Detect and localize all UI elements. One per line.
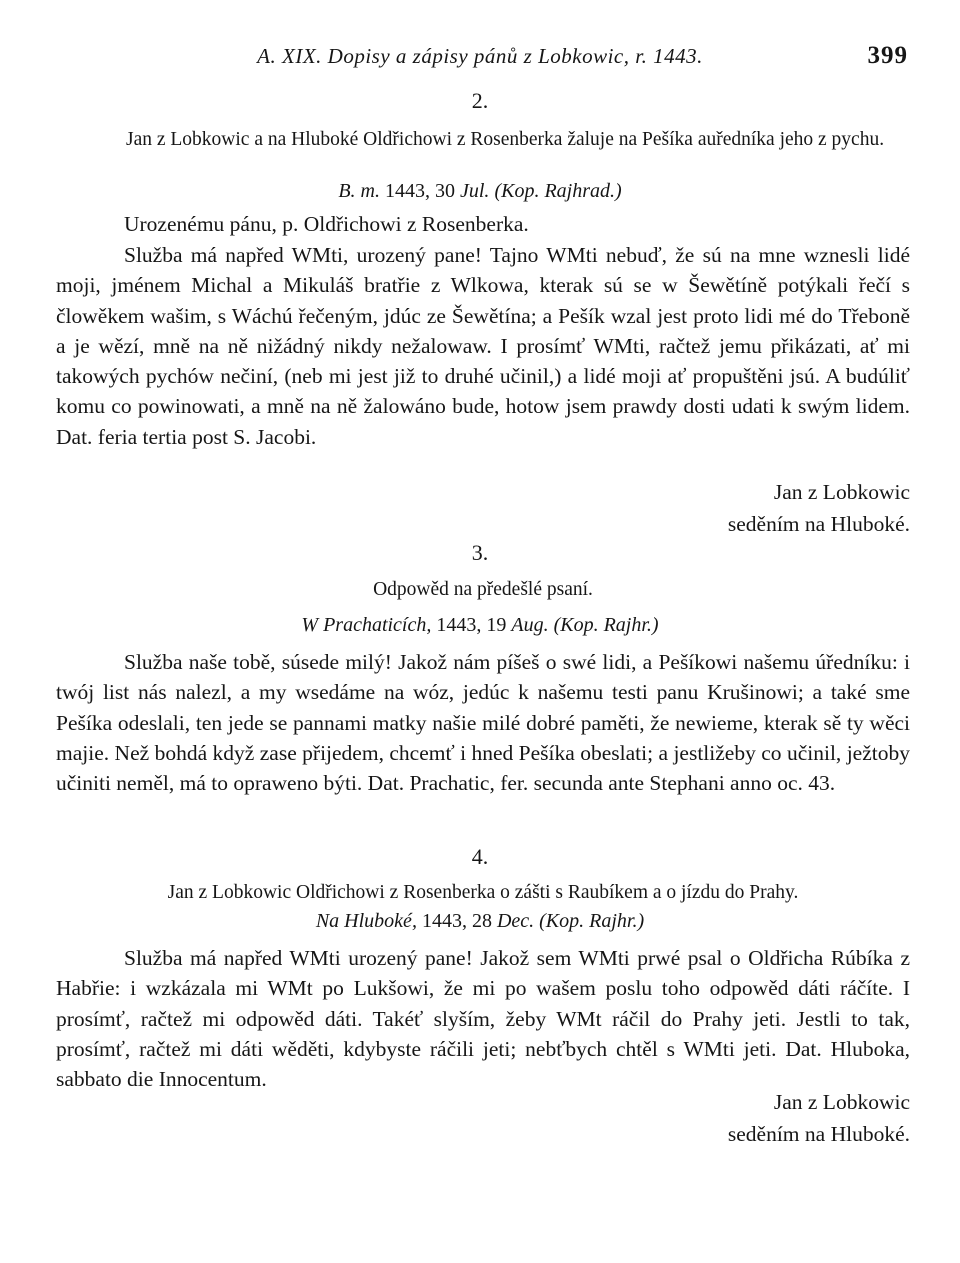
signature-seat: seděním na Hluboké. (727, 512, 910, 536)
page-header (0, 44, 960, 78)
dateline-month: Dec. (496, 910, 535, 932)
page-number: 399 (867, 42, 908, 69)
letter-summary: Odpowěd na předešlé psaní. (373, 579, 593, 600)
dateline-source: (Kop. Rajhr.) (548, 614, 659, 636)
letter-dateline (0, 614, 960, 637)
dateline-place: Na Hluboké, (315, 910, 417, 932)
letter-dateline (0, 910, 960, 933)
dateline-date: 1443, 28 (416, 910, 497, 932)
letter-signature (728, 476, 910, 540)
letter-number: 2. (471, 88, 489, 113)
letter-dateline (0, 180, 960, 203)
letter-body (56, 240, 910, 452)
running-head: A. XIX. Dopisy a zápisy pánů z Lobkowic, r. 1443. (257, 44, 703, 68)
dateline-date: 1443, 30 (380, 180, 460, 202)
letter-summary: Jan z Lobkowic Oldřichowi z Rosenberka o zášti s Raubíkem a o jízdu do Prahy. (167, 882, 799, 903)
dateline-place: B. m. (338, 180, 380, 202)
signature-name: Jan z Lobkowic (773, 480, 910, 504)
signature-seat: seděním na Hluboké. (727, 1122, 910, 1146)
letter-body-text: Služba má napřed WMti urozený pane! Jakož sem WMti prwé psal o Oldřicha Rúbíka z Habřie: i wzkázala mi WMt po Lukšowi, že mi po wašem poslu toho odpowěd dáti ráčíte. I prosímť, račtež mi odpowěd dáti. Takéť slyším, žeby WMt ráčil do Prahy jeti. Jestli to tak, prosímť, račtež mi dáti wěděti, kdybyste ráčili jeti; nebťbych chtěl s WMti jeti. Dat. Hluboka, sabbato die Innocentum. (56, 946, 910, 1092)
signature-name: Jan z Lobkowic (773, 1090, 910, 1114)
dateline-source: (Kop. Rajhr.) (534, 910, 645, 932)
dateline-place: W Prachaticích, (301, 614, 432, 636)
letter-signature (728, 1086, 910, 1150)
letter-number: 4. (471, 844, 489, 869)
dateline-source: (Kop. Rajhrad.) (489, 180, 622, 202)
letter-body (56, 943, 910, 1094)
dateline-month: Jul. (460, 180, 490, 202)
letter-summary: Jan z Lobkowic a na Hluboké Oldřichowi z Rosenberka žaluje na Pešíka auředníka jeho z pychu. (126, 129, 885, 150)
letter-body-text: Služba má napřed WMti, urozený pane! Tajno WMti nebuď, že sú na mne wznesli lidé moji, jménem Michal a Mikuláš bratřie z Wlkowa, kterak sú se w Šewětíně potýkali řečí s člowěkem wašim, s Wáchú řečeným, jdúc ze Šewětína; a Pešík wzal jest proto lidi mé do Třeboně a je wězí, mně na ně nižádný nikdy nežalowaw. I prosímť WMti, račtež jemu přikázati, ať mi takowých pychów nečiní, (neb mi jest již to druhé učinil,) a lidé moji ať propuštěni jsú. A budúliť komu co powinowati, a mně na ně žalowáno bude, hotow jsem prawdy dosti udati k swým lidem. Dat. feria tertia post S. Jacobi. (56, 243, 910, 449)
letter-body (56, 647, 910, 798)
letter-number: 3. (471, 540, 489, 565)
dateline-month: Aug. (511, 614, 549, 636)
letter-address: Urozenému pánu, p. Oldřichowi z Rosenberka. (124, 212, 529, 236)
letter-body-text: Služba naše tobě, súsede milý! Jakož nám píšeš o swé lidi, a Pešíkowi našemu úředníku: i twój list nás nalezl, a my wsedáme na wóz, jedúc k našemu testi panu Krušinowi; a také sme Pešíka odeslali, ten jede se pannami matky našie milé dobré paměti, že newieme, kterak sě ty wěci majie. Než bohdá když zase přijedem, chcemť i hned Pešíka obeslati; a jestližeby co učinil, ježtoby učiniti neměl, má to opraweno býti. Dat. Prachatic, fer. secunda ante Stephani anno oc. 43. (56, 650, 910, 796)
dateline-date: 1443, 19 (431, 614, 512, 636)
